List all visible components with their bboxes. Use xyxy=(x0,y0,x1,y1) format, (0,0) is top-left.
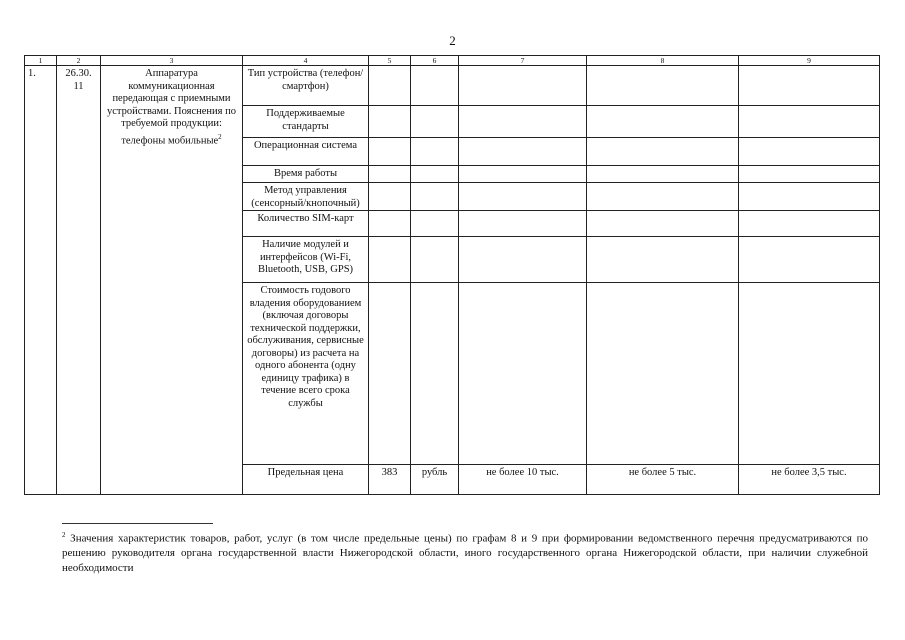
col-header-5: 5 xyxy=(369,56,411,66)
col-header-2: 2 xyxy=(57,56,101,66)
footnote xyxy=(62,528,868,575)
price-value-col7: не более 10 тыс. xyxy=(459,465,587,495)
unit-name: рубль xyxy=(411,465,459,495)
characteristic-cell: Время работы xyxy=(243,166,369,183)
characteristic-cell: Количество SIM-карт xyxy=(243,211,369,237)
price-value-col8: не более 5 тыс. xyxy=(587,465,739,495)
footnote-mark: 2 xyxy=(62,531,66,539)
characteristic-cell: Предельная цена xyxy=(243,465,369,495)
characteristic-cell: Поддерживаемые стандарты xyxy=(243,106,369,138)
footnote-ref: 2 xyxy=(218,132,222,141)
col-header-4: 4 xyxy=(243,56,369,66)
okpd-code xyxy=(57,66,101,495)
col-header-6: 6 xyxy=(411,56,459,66)
price-value-col9: не более 3,5 тыс. xyxy=(739,465,880,495)
okpd-code-line1: 26.30. xyxy=(65,68,92,79)
characteristic-cell: Метод управления (сенсорный/кнопочный) xyxy=(243,183,369,211)
page-number: 2 xyxy=(449,33,456,48)
characteristics-table xyxy=(24,55,880,495)
characteristic-cell: Тип устройства (телефон/смартфон) xyxy=(243,66,369,106)
characteristic-cell: Операционная система xyxy=(243,138,369,166)
table-row xyxy=(25,66,880,106)
row-number: 1. xyxy=(25,66,57,495)
col-header-8: 8 xyxy=(587,56,739,66)
characteristic-cell: Наличие модулей и интерфейсов (Wi-Fi, Bluetooth, USB, GPS) xyxy=(243,237,369,283)
characteristic-cell: Стоимость годового владения оборудованием (включая договоры технической поддержки, обслуживания, сервисные договоры) из расчета на одного абонента (одну единицу трафика) в течение всего срока службы xyxy=(243,283,369,465)
col-header-9: 9 xyxy=(739,56,880,66)
footnote-separator xyxy=(62,523,213,524)
col-header-7: 7 xyxy=(459,56,587,66)
footnote-text: Значения характеристик товаров, работ, услуг (в том числе предельные цены) по графам 8 и 9 при формировании ведомственного перечня предусматриваются по решению руководителя органа государственной власти Нижегородской области, иного государственного органа Нижегородской области, при наличии служебной необходимости xyxy=(62,532,868,574)
item-description-text: Аппаратура коммуникационная передающая с приемными устройствами. Пояснения по требуемой продукции: телефоны мобильные xyxy=(107,68,236,146)
col-header-3: 3 xyxy=(101,56,243,66)
column-number-row xyxy=(25,56,880,66)
item-description xyxy=(101,66,243,495)
okei-code: 383 xyxy=(369,465,411,495)
col-header-1: 1 xyxy=(25,56,57,66)
okpd-code-line2: 11 xyxy=(73,80,84,92)
